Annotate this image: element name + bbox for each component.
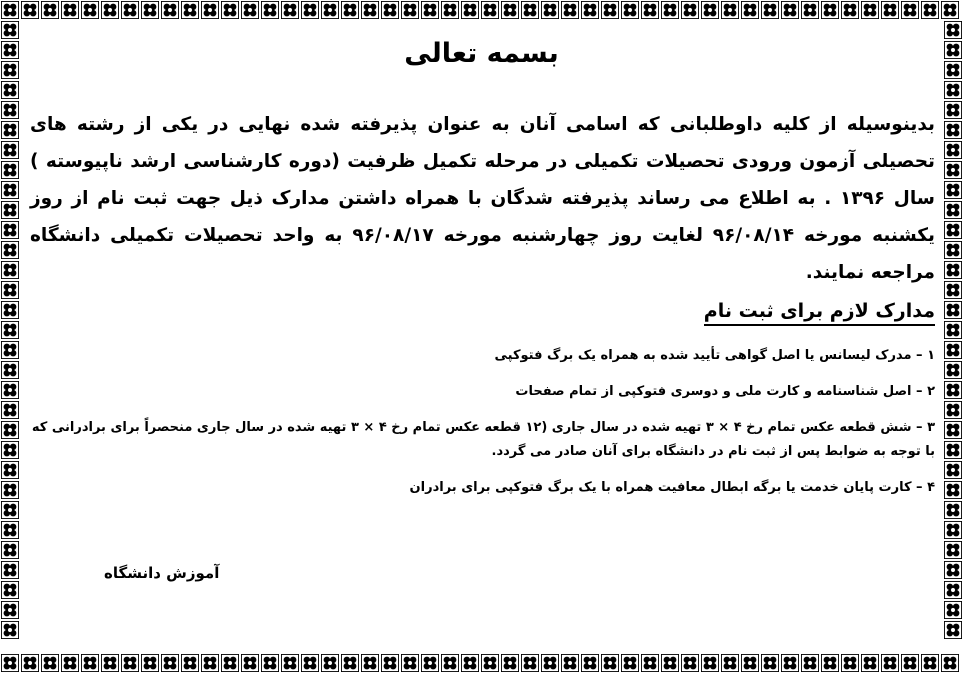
quatrefoil-ornament-icon — [943, 540, 963, 560]
quatrefoil-ornament-icon — [943, 560, 963, 580]
quatrefoil-ornament-icon — [420, 653, 440, 673]
quatrefoil-ornament-icon — [440, 653, 460, 673]
quatrefoil-ornament-icon — [380, 653, 400, 673]
quatrefoil-ornament-icon — [80, 653, 100, 673]
quatrefoil-ornament-icon — [720, 0, 740, 20]
page-border-left — [0, 20, 20, 653]
document-item: ۳ – شش قطعه عکس تمام رخ ۴ × ۳ تهیه شده در سال جاری (۱۲ قطعه عکس تمام رخ ۴ × ۳ تهیه شده در سال جاری منحصراً برای برادرانی که با توجه به ضوابط پس از ثبت نام در دانشگاه برای آنان صادر می گردد. — [31, 420, 935, 459]
quatrefoil-ornament-icon — [340, 653, 360, 673]
quatrefoil-ornament-icon — [180, 653, 200, 673]
quatrefoil-ornament-icon — [780, 0, 800, 20]
quatrefoil-ornament-icon — [943, 340, 963, 360]
quatrefoil-ornament-icon — [760, 653, 780, 673]
quatrefoil-ornament-icon — [943, 460, 963, 480]
quatrefoil-ornament-icon — [620, 0, 640, 20]
quatrefoil-ornament-icon — [920, 0, 940, 20]
quatrefoil-ornament-icon — [943, 200, 963, 220]
quatrefoil-ornament-icon — [0, 340, 20, 360]
quatrefoil-ornament-icon — [760, 0, 780, 20]
quatrefoil-ornament-icon — [580, 0, 600, 20]
quatrefoil-ornament-icon — [200, 0, 220, 20]
quatrefoil-ornament-icon — [220, 0, 240, 20]
required-documents-list — [30, 344, 935, 512]
quatrefoil-ornament-icon — [740, 0, 760, 20]
quatrefoil-ornament-icon — [520, 653, 540, 673]
quatrefoil-ornament-icon — [340, 0, 360, 20]
quatrefoil-ornament-icon — [943, 140, 963, 160]
quatrefoil-ornament-icon — [540, 653, 560, 673]
quatrefoil-ornament-icon — [360, 653, 380, 673]
quatrefoil-ornament-icon — [200, 653, 220, 673]
quatrefoil-ornament-icon — [0, 160, 20, 180]
quatrefoil-ornament-icon — [120, 653, 140, 673]
quatrefoil-ornament-icon — [220, 653, 240, 673]
quatrefoil-ornament-icon — [80, 0, 100, 20]
quatrefoil-ornament-icon — [840, 0, 860, 20]
quatrefoil-ornament-icon — [140, 653, 160, 673]
quatrefoil-ornament-icon — [700, 0, 720, 20]
quatrefoil-ornament-icon — [0, 520, 20, 540]
quatrefoil-ornament-icon — [943, 280, 963, 300]
quatrefoil-ornament-icon — [0, 480, 20, 500]
quatrefoil-ornament-icon — [0, 500, 20, 520]
page-title: بسمه تعالی — [404, 38, 559, 69]
quatrefoil-ornament-icon — [943, 500, 963, 520]
quatrefoil-ornament-icon — [860, 653, 880, 673]
quatrefoil-ornament-icon — [943, 320, 963, 340]
quatrefoil-ornament-icon — [440, 0, 460, 20]
quatrefoil-ornament-icon — [660, 653, 680, 673]
announcement-document — [28, 24, 935, 644]
quatrefoil-ornament-icon — [0, 240, 20, 260]
quatrefoil-ornament-icon — [0, 180, 20, 200]
document-item: ۱ – مدرک لیسانس یا اصل گواهی تأیید شده به همراه یک برگ فتوکپی — [494, 348, 935, 363]
quatrefoil-ornament-icon — [0, 80, 20, 100]
quatrefoil-ornament-icon — [860, 0, 880, 20]
page-border-top — [0, 0, 963, 20]
quatrefoil-ornament-icon — [943, 20, 963, 40]
quatrefoil-ornament-icon — [480, 0, 500, 20]
quatrefoil-ornament-icon — [660, 0, 680, 20]
quatrefoil-ornament-icon — [400, 653, 420, 673]
announcement-text: بدینوسیله از کلیه داوطلبانی که اسامی آنان به عنوان پذیرفته شده نهایی در یکی از رشته های تحصیلی آزمون ورودی تحصیلات تکمیلی در مرحله تکمیل ظرفیت (دوره کارشناسی ارشد ناپیوسته ) سال ۱۳۹۶ . به اطلاع می رساند پذیرفته شدگان با همراه داشتن مدارک ذیل جهت ثبت نام از روز یکشنبه مورخه ۹۶/۰۸/۱۴ لغایت روز چهارشنبه مورخه ۹۶/۰۸/۱۷ به واحد تحصیلات تکمیلی دانشگاه مراجعه نمایند. — [30, 114, 935, 283]
quatrefoil-ornament-icon — [60, 653, 80, 673]
quatrefoil-ornament-icon — [700, 653, 720, 673]
quatrefoil-ornament-icon — [100, 653, 120, 673]
quatrefoil-ornament-icon — [943, 260, 963, 280]
quatrefoil-ornament-icon — [460, 653, 480, 673]
quatrefoil-ornament-icon — [940, 0, 960, 20]
quatrefoil-ornament-icon — [943, 40, 963, 60]
quatrefoil-ornament-icon — [0, 20, 20, 40]
quatrefoil-ornament-icon — [180, 0, 200, 20]
quatrefoil-ornament-icon — [943, 580, 963, 600]
quatrefoil-ornament-icon — [560, 0, 580, 20]
quatrefoil-ornament-icon — [943, 300, 963, 320]
quatrefoil-ornament-icon — [40, 0, 60, 20]
quatrefoil-ornament-icon — [280, 653, 300, 673]
quatrefoil-ornament-icon — [943, 240, 963, 260]
quatrefoil-ornament-icon — [600, 653, 620, 673]
quatrefoil-ornament-icon — [840, 653, 860, 673]
quatrefoil-ornament-icon — [943, 420, 963, 440]
quatrefoil-ornament-icon — [0, 360, 20, 380]
quatrefoil-ornament-icon — [460, 0, 480, 20]
quatrefoil-ornament-icon — [480, 653, 500, 673]
quatrefoil-ornament-icon — [320, 0, 340, 20]
quatrefoil-ornament-icon — [620, 653, 640, 673]
announcement-paragraph — [30, 106, 935, 291]
quatrefoil-ornament-icon — [0, 220, 20, 240]
quatrefoil-ornament-icon — [0, 420, 20, 440]
quatrefoil-ornament-icon — [800, 0, 820, 20]
quatrefoil-ornament-icon — [943, 360, 963, 380]
quatrefoil-ornament-icon — [900, 653, 920, 673]
quatrefoil-ornament-icon — [640, 653, 660, 673]
quatrefoil-ornament-icon — [320, 653, 340, 673]
quatrefoil-ornament-icon — [0, 380, 20, 400]
quatrefoil-ornament-icon — [500, 0, 520, 20]
quatrefoil-ornament-icon — [280, 0, 300, 20]
quatrefoil-ornament-icon — [540, 0, 560, 20]
quatrefoil-ornament-icon — [600, 0, 620, 20]
quatrefoil-ornament-icon — [0, 100, 20, 120]
quatrefoil-ornament-icon — [260, 653, 280, 673]
quatrefoil-ornament-icon — [720, 653, 740, 673]
quatrefoil-ornament-icon — [943, 620, 963, 640]
page-border-bottom — [0, 653, 963, 673]
quatrefoil-ornament-icon — [0, 653, 20, 673]
quatrefoil-ornament-icon — [500, 653, 520, 673]
quatrefoil-ornament-icon — [820, 653, 840, 673]
quatrefoil-ornament-icon — [300, 0, 320, 20]
quatrefoil-ornament-icon — [0, 560, 20, 580]
quatrefoil-ornament-icon — [680, 0, 700, 20]
quatrefoil-ornament-icon — [680, 653, 700, 673]
quatrefoil-ornament-icon — [780, 653, 800, 673]
quatrefoil-ornament-icon — [120, 0, 140, 20]
quatrefoil-ornament-icon — [20, 653, 40, 673]
quatrefoil-ornament-icon — [943, 180, 963, 200]
quatrefoil-ornament-icon — [943, 400, 963, 420]
quatrefoil-ornament-icon — [0, 0, 20, 20]
quatrefoil-ornament-icon — [0, 400, 20, 420]
quatrefoil-ornament-icon — [900, 0, 920, 20]
signature-university-education: آموزش دانشگاه — [104, 564, 220, 582]
quatrefoil-ornament-icon — [240, 0, 260, 20]
quatrefoil-ornament-icon — [920, 653, 940, 673]
quatrefoil-ornament-icon — [943, 220, 963, 240]
quatrefoil-ornament-icon — [800, 653, 820, 673]
required-documents-heading: مدارک لازم برای ثبت نام — [704, 300, 935, 326]
quatrefoil-ornament-icon — [943, 480, 963, 500]
document-item: ۴ – کارت پایان خدمت یا برگه ابطال معافیت همراه با یک برگ فتوکپی برای برادران — [409, 480, 935, 495]
quatrefoil-ornament-icon — [0, 600, 20, 620]
quatrefoil-ornament-icon — [943, 440, 963, 460]
quatrefoil-ornament-icon — [380, 0, 400, 20]
quatrefoil-ornament-icon — [0, 120, 20, 140]
quatrefoil-ornament-icon — [0, 460, 20, 480]
quatrefoil-ornament-icon — [260, 0, 280, 20]
quatrefoil-ornament-icon — [0, 320, 20, 340]
quatrefoil-ornament-icon — [580, 653, 600, 673]
quatrefoil-ornament-icon — [943, 120, 963, 140]
quatrefoil-ornament-icon — [160, 0, 180, 20]
quatrefoil-ornament-icon — [0, 200, 20, 220]
page-border-right — [943, 20, 963, 653]
quatrefoil-ornament-icon — [20, 0, 40, 20]
quatrefoil-ornament-icon — [943, 160, 963, 180]
quatrefoil-ornament-icon — [943, 80, 963, 100]
document-item: ۲ – اصل شناسنامه و کارت ملی و دوسری فتوکپی از تمام صفحات — [515, 384, 935, 399]
quatrefoil-ornament-icon — [400, 0, 420, 20]
quatrefoil-ornament-icon — [0, 40, 20, 60]
quatrefoil-ornament-icon — [420, 0, 440, 20]
quatrefoil-ornament-icon — [0, 280, 20, 300]
quatrefoil-ornament-icon — [0, 60, 20, 80]
quatrefoil-ornament-icon — [880, 653, 900, 673]
quatrefoil-ornament-icon — [943, 520, 963, 540]
quatrefoil-ornament-icon — [100, 0, 120, 20]
quatrefoil-ornament-icon — [0, 300, 20, 320]
quatrefoil-ornament-icon — [943, 380, 963, 400]
quatrefoil-ornament-icon — [943, 60, 963, 80]
quatrefoil-ornament-icon — [0, 440, 20, 460]
quatrefoil-ornament-icon — [40, 653, 60, 673]
quatrefoil-ornament-icon — [60, 0, 80, 20]
quatrefoil-ornament-icon — [640, 0, 660, 20]
quatrefoil-ornament-icon — [940, 653, 960, 673]
quatrefoil-ornament-icon — [0, 140, 20, 160]
quatrefoil-ornament-icon — [160, 653, 180, 673]
quatrefoil-ornament-icon — [943, 100, 963, 120]
quatrefoil-ornament-icon — [0, 260, 20, 280]
quatrefoil-ornament-icon — [520, 0, 540, 20]
quatrefoil-ornament-icon — [0, 620, 20, 640]
quatrefoil-ornament-icon — [300, 653, 320, 673]
quatrefoil-ornament-icon — [0, 580, 20, 600]
quatrefoil-ornament-icon — [820, 0, 840, 20]
quatrefoil-ornament-icon — [240, 653, 260, 673]
quatrefoil-ornament-icon — [360, 0, 380, 20]
quatrefoil-ornament-icon — [880, 0, 900, 20]
quatrefoil-ornament-icon — [0, 540, 20, 560]
quatrefoil-ornament-icon — [943, 600, 963, 620]
quatrefoil-ornament-icon — [140, 0, 160, 20]
quatrefoil-ornament-icon — [740, 653, 760, 673]
quatrefoil-ornament-icon — [560, 653, 580, 673]
